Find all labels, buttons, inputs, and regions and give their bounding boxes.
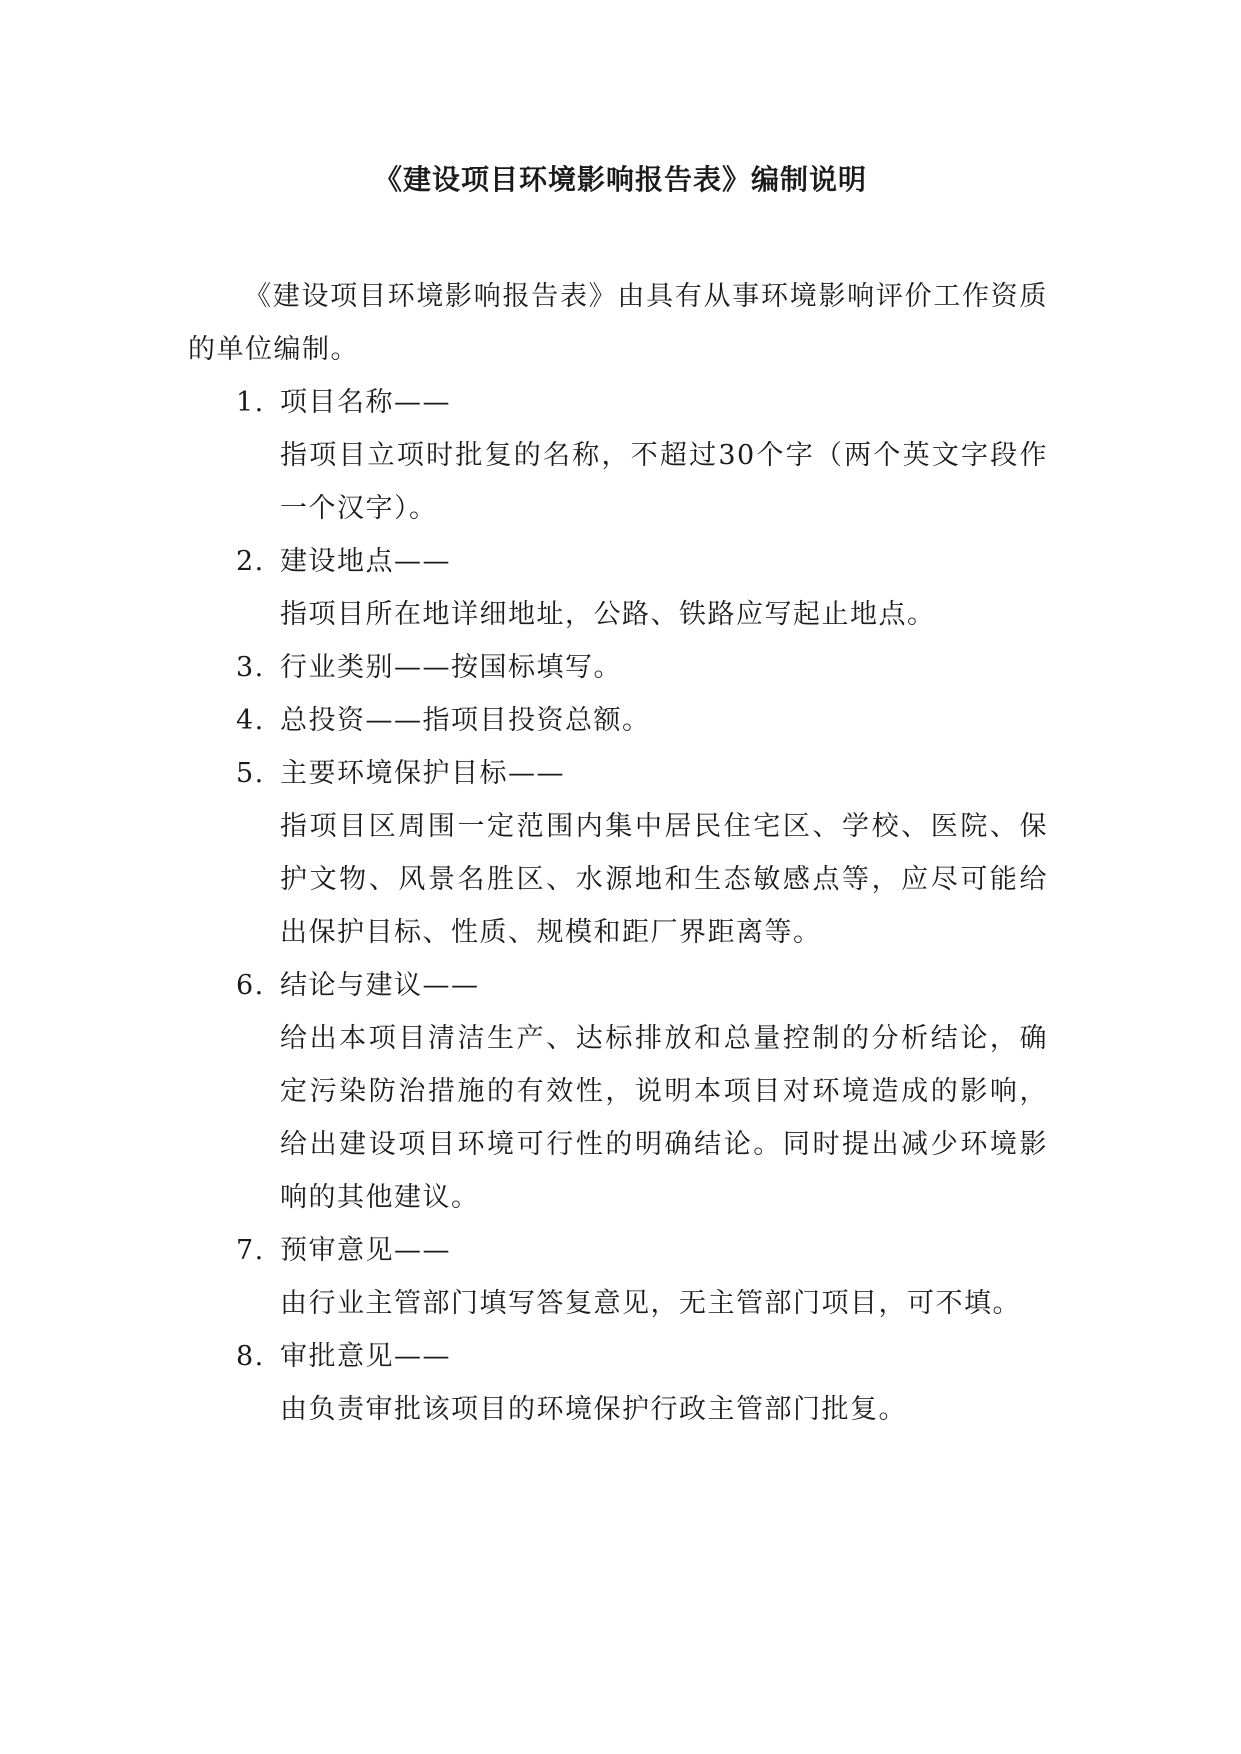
item-number: 5. (236, 758, 265, 789)
item-number: 2. (236, 546, 265, 577)
list-item (188, 376, 1048, 535)
item-heading (188, 694, 1048, 747)
item-heading (188, 747, 1048, 800)
item-heading (188, 641, 1048, 694)
item-number: 7. (236, 1235, 265, 1266)
item-heading-text: 主要环境保护目标—— (280, 758, 565, 789)
item-description: 指项目所在地详细地址，公路、铁路应写起止地点。 (280, 599, 936, 630)
item-heading-text: 行业类别——按国标填写。 (280, 652, 622, 683)
item-description: 给出本项目清洁生产、达标排放和总量控制的分析结论，确定污染防治措施的有效性，说明本项目对环境造成的影响，给出建设项目环境可行性的明确结论。同时提出减少环境影响的其他建议。 (280, 1023, 1048, 1213)
item-description: 指项目立项时批复的名称，不超过30个字（两个英文字段作一个汉字）。 (280, 440, 1048, 524)
item-heading (188, 1330, 1048, 1383)
item-number: 3. (236, 652, 265, 683)
item-heading (188, 376, 1048, 429)
item-heading (188, 535, 1048, 588)
item-heading (188, 959, 1048, 1012)
item-heading-text: 项目名称—— (280, 387, 451, 418)
item-description: 指项目区周围一定范围内集中居民住宅区、学校、医院、保护文物、风景名胜区、水源地和生态敏感点等，应尽可能给出保护目标、性质、规模和距厂界距离等。 (280, 811, 1048, 948)
list-item (188, 694, 1048, 747)
intro-paragraph: 《建设项目环境影响报告表》由具有从事环境影响评价工作资质的单位编制。 (188, 281, 1048, 365)
list-item (188, 1224, 1048, 1330)
item-heading-text: 预审意见—— (280, 1235, 451, 1266)
item-heading-text: 结论与建议—— (280, 970, 480, 1001)
item-description: 由负责审批该项目的环境保护行政主管部门批复。 (280, 1394, 907, 1425)
list-item (188, 535, 1048, 641)
item-heading-text: 总投资——指项目投资总额。 (280, 705, 651, 736)
item-heading-text: 建设地点—— (280, 546, 451, 577)
list-item (188, 959, 1048, 1224)
document-title: 《建设项目环境影响报告表》编制说明 (373, 163, 867, 196)
item-heading-text: 审批意见—— (280, 1341, 451, 1372)
item-number: 1. (236, 387, 265, 418)
document-body (188, 270, 1048, 1436)
item-number: 8. (236, 1341, 265, 1372)
item-description: 由行业主管部门填写答复意见，无主管部门项目，可不填。 (280, 1288, 1021, 1319)
list-item (188, 747, 1048, 959)
item-number: 6. (236, 970, 265, 1001)
item-heading (188, 1224, 1048, 1277)
list-item (188, 641, 1048, 694)
item-number: 4. (236, 705, 265, 736)
list-item (188, 1330, 1048, 1436)
